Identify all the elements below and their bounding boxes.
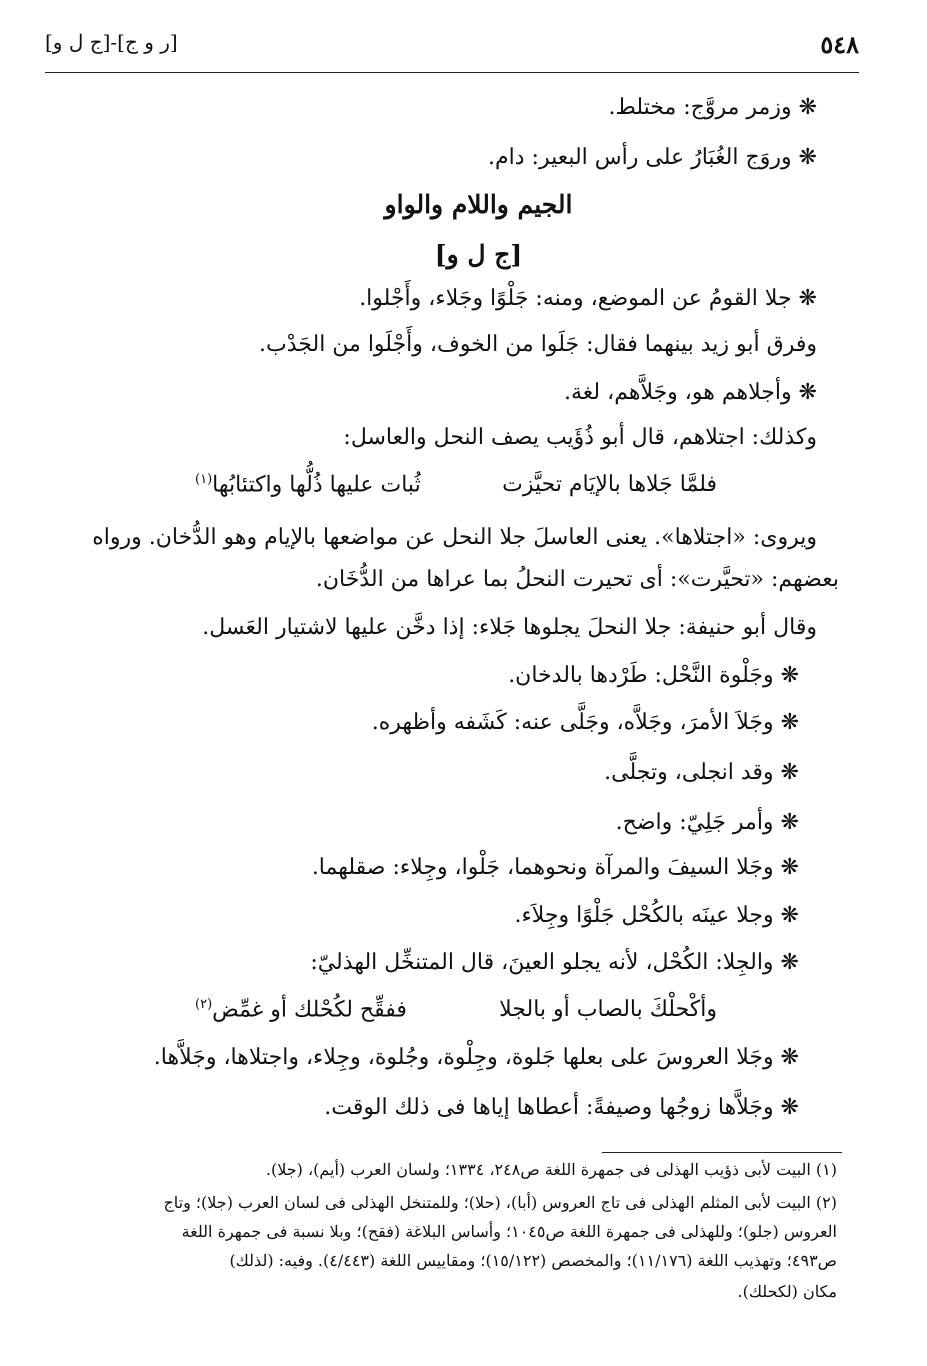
footnote-mark: (١) [195, 472, 213, 487]
footnote-mark: (٢) [195, 997, 213, 1012]
text-line: ❋ جلا القومُ عن الموضع، ومنه: جَلْوًا وجَلاء، وأَجْلوا. [359, 286, 817, 311]
verse-first-hemistich: وأكْحلْكَ بالصاب أو بالجلا [499, 997, 717, 1022]
text-line: ❋ وجَلْوة النَّحْل: طَرْدها بالدخان. [508, 663, 799, 688]
text-line: ❋ وروَج الغُبَارُ على رأس البعير: دام. [488, 145, 817, 170]
verse-second-hemistich: ففقِّح لكُحْلك أو غمِّض$^{(٢)}$ [195, 997, 407, 1023]
text-line: ❋ والجِلا: الكُحْل، لأنه يجلو العينَ، قال المتنخِّل الهذليّ: [310, 950, 799, 975]
text-line: بعضهم: «تحيَّرت»: أى تحيرت النحلُ بما عراها من الدُّخَان. [315, 567, 839, 592]
verse-second-hemistich: ثُبات عليها ذُلُّها واكتئابُها$^{(١)}$ [195, 472, 421, 498]
text-line: ❋ وزمر مروَّج: مختلط. [608, 95, 817, 120]
footnote: ص٤٩٣؛ وتهذيب اللغة (١١/١٧٦)؛ والمخصص (١٥/١٢٢)؛ ومقاييس اللغة (٤/٤٤٣). وفيه: (لذلك) [229, 1251, 837, 1270]
header-rule [45, 72, 859, 73]
text-line: ❋ وقد انجلى، وتجلَّى. [604, 760, 799, 785]
text-line: وكذلك: اجتلاهم، قال أبو ذُؤَيب يصف النحل والعاسل: [343, 425, 817, 450]
root-heading: [ج ل و] [434, 240, 523, 269]
section-heading: الجيم واللام والواو [384, 190, 573, 219]
text-line: ❋ وجَلا السيفَ والمرآة ونحوهما، جَلْوا، وجِلاء: صقلهما. [311, 855, 799, 880]
footnote: العروس (جلو)؛ وللهذلى فى جمهرة اللغة ص١٠٤٥؛ وأساس البلاغة (فقح)؛ وبلا نسبة فى جمهرة اللغة [181, 1222, 837, 1241]
text-line: وقال أبو حنيفة: جلا النحلَ يجلوها جَلاء: إذا دخَّن عليها لاشتيار العَسل. [202, 615, 817, 640]
page-number: ٥٤٨ [820, 30, 859, 59]
text-line: وفرق أبو زيد بينهما فقال: جَلَوا من الخوف، وأَجْلَوا من الجَدْب. [259, 332, 817, 357]
footnote: مكان (لكحلك). [737, 1282, 837, 1301]
text-line: ❋ وأمر جَلِيّ: واضح. [615, 810, 799, 835]
footnote-rule [602, 1152, 842, 1153]
footnote: (٢) البيت لأبى المثلم الهذلى فى تاج العروس (أبا)، (حلا)؛ وللمتنخل الهذلى فى لسان العرب (جلا)؛ وتاج [163, 1193, 837, 1212]
text-line: ويروى: «اجتلاها». يعنى العاسلَ جلا النحل عن مواضعها بالإيام وهو الدُّخان. ورواه [92, 525, 817, 550]
verse-first-hemistich: فلمَّا جَلاها بالإيَام تحيَّزت [502, 472, 717, 497]
text-line: ❋ وجلا عينَه بالكُحْل جَلْوًا وجِلاَء. [514, 903, 799, 928]
page-header [45, 28, 859, 68]
root-key-header: [ر و ج]-[ج ل و] [45, 30, 178, 54]
text-line: ❋ وأجلاهم هو، وجَلاَّهم، لغة. [564, 380, 817, 405]
text-line: ❋ وجَلا العروسَ على بعلها جَلوة، وجِلْوة، وجُلوة، وجِلاء، واجتلاها، وجَلاَّها. [153, 1045, 799, 1070]
text-line: ❋ وجَلاَ الأمرَ، وجَلاَّه، وجَلَّى عنه: كَشَفه وأظهره. [371, 710, 799, 735]
text-line: ❋ وجَلاَّها زوجُها وصيفةً: أعطاها إياها فى ذلك الوقت. [324, 1095, 799, 1120]
footnote: (١) البيت لأبى ذؤيب الهذلى فى جمهرة اللغة ص٢٤٨، ١٣٣٤؛ ولسان العرب (أيم)، (جلا). [265, 1160, 837, 1179]
